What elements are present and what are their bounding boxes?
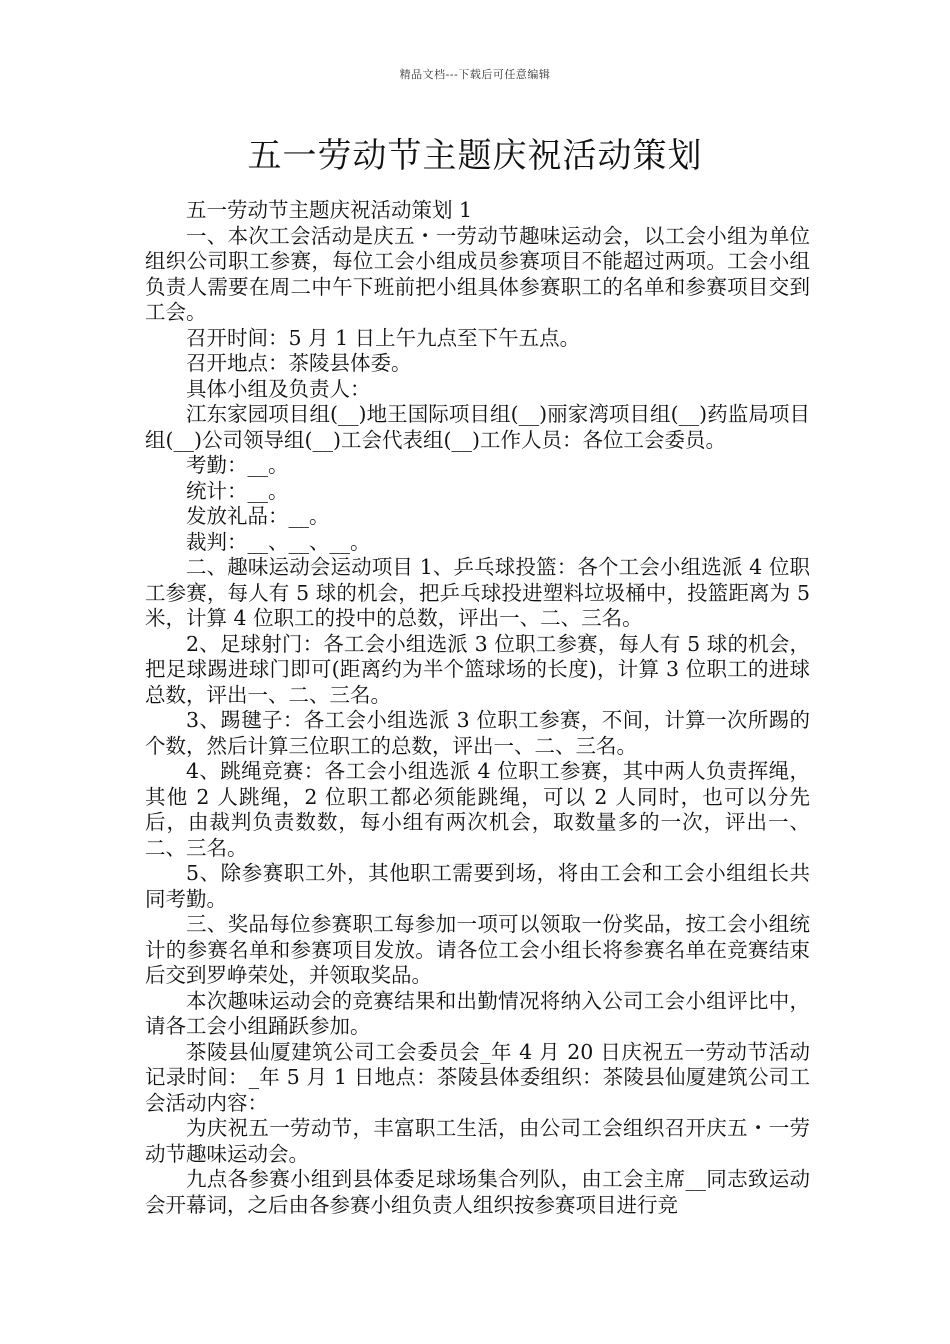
paragraph-section-one: 一、本次工会活动是庆五・一劳动节趣味运动会，以工会小组为单位组织公司职工参赛，每位工会小组成员参赛项目不能超过两项。工会小组负责人需要在周二中午下班前把小组具体参赛职工的名单和参赛项目交到工会。 xyxy=(145,223,810,324)
paragraph-gifts: 发放礼品：__。 xyxy=(186,504,330,528)
paragraph-location: 召开地点：茶陵县体委。 xyxy=(186,351,412,375)
paragraph-opening: 九点各参赛小组到县体委足球场集合列队，由工会主席__同志致运动会开幕词，之后由各参赛小组负责人组织按参赛项目进行竞 xyxy=(145,1167,810,1217)
paragraph-event-rope: 4、跳绳竞赛：各工会小组选派 4 位职工参赛，其中两人负责挥绳，其他 2 人跳绳，2 位职工都必须能跳绳，可以 2 人同时，也可以分先后，由裁判负责数数，每小组有两次机会，取数量多的一次，评出一、二、三名。 xyxy=(145,759,810,860)
paragraph-referees: 裁判：__、__、__。 xyxy=(186,529,371,554)
paragraph-time: 召开时间：5 月 1 日上午九点至下午五点。 xyxy=(186,325,581,350)
paragraph-record: 茶陵县仙厦建筑公司工会委员会_年 4 月 20 日庆祝五一劳动节活动记录时间：_年 5 月 1 日地点：茶陵县体委组织：茶陵县仙厦建筑公司工会活动内容： xyxy=(145,1039,810,1115)
document-title: 五一劳动节主题庆祝活动策划 xyxy=(247,136,703,176)
paragraph-statistics: 统计：__。 xyxy=(186,478,289,503)
paragraph-evaluation: 本次趣味运动会的竞赛结果和出勤情况将纳入公司工会小组评比中，请各工会小组踊跃参加。 xyxy=(145,988,810,1038)
paragraph-attendance: 考勤：__。 xyxy=(186,453,289,477)
paragraph-event-shuttlecock: 3、踢毽子：各工会小组选派 3 位职工参赛，不间，计算一次所踢的个数，然后计算三位职工的总数，评出一、二、三名。 xyxy=(145,708,810,758)
paragraph-purpose: 为庆祝五一劳动节，丰富职工生活，由公司工会组织召开庆五・一劳动节趣味运动会。 xyxy=(145,1116,810,1166)
paragraph-heading: 五一劳动节主题庆祝活动策划 1 xyxy=(186,198,473,222)
paragraph-groups-heading: 具体小组及负责人： xyxy=(186,376,371,401)
paragraph-groups-list: 江东家园项目组(__)地王国际项目组(__)丽家湾项目组(__)药监局项目组(__)公司领导组(__)工会代表组(__)工作人员：各位工会委员。 xyxy=(145,402,810,452)
paragraph-event-football: 2、足球射门：各工会小组选派 3 位职工参赛，每人有 5 球的机会，把足球踢进球门即可(距离约为半个篮球场的长度)，计算 3 位职工的进球总数，评出一、二、三名。 xyxy=(145,631,810,707)
header-note: 精品文档---下载后可任意编辑 xyxy=(399,68,551,81)
paragraph-event-attendance: 5、除参赛职工外，其他职工需要到场，将由工会和工会小组组长共同考勤。 xyxy=(145,861,810,911)
paragraph-prizes: 三、奖品每位参赛职工每参加一项可以领取一份奖品，按工会小组统计的参赛名单和参赛项目发放。请各位工会小组长将参赛名单在竞赛结束后交到罗峥荣处，并领取奖品。 xyxy=(145,912,810,987)
document-body xyxy=(145,198,810,1218)
paragraph-event-pingpong: 二、趣味运动会运动项目 1、乒乓球投篮：各个工会小组选派 4 位职工参赛，每人有 5 球的机会，把乒乓球投进塑料垃圾桶中，投篮距离为 5 米，计算 4 位职工的投中的总数，评出一、二、三名。 xyxy=(145,555,810,630)
